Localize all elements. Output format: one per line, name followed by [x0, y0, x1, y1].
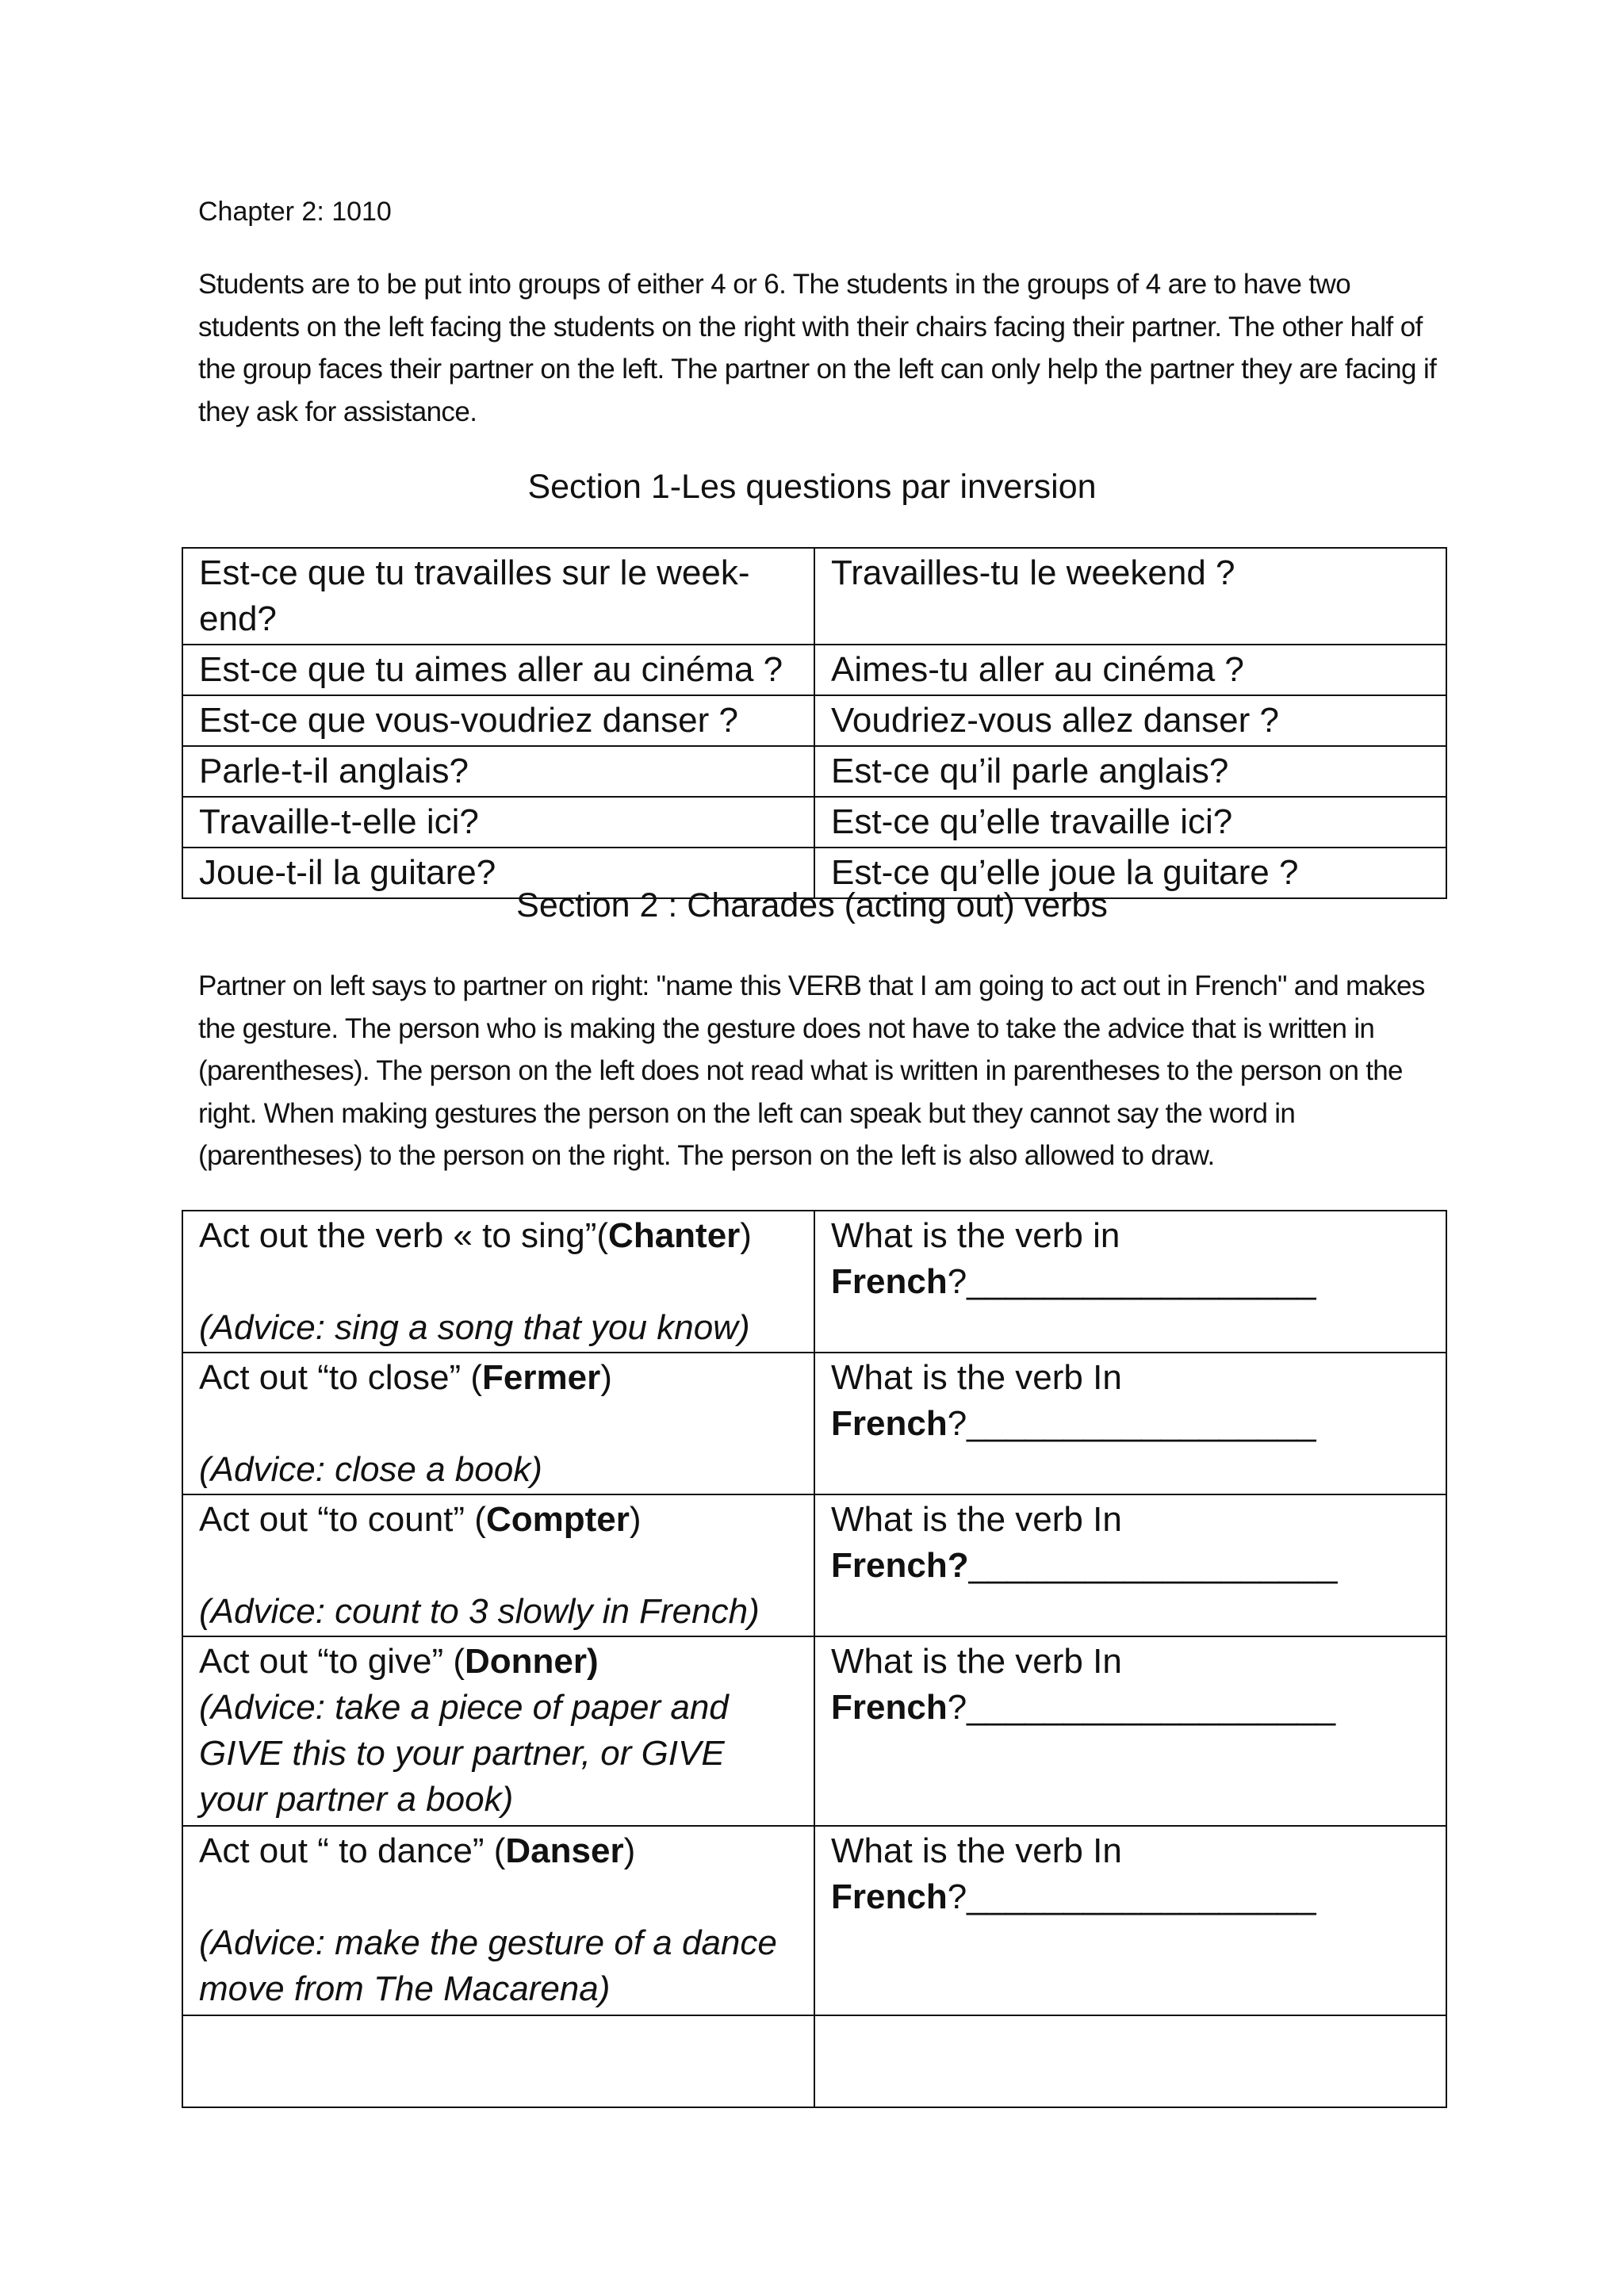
act-out-text: Act out “to give” (	[199, 1642, 465, 1681]
french-label: French?	[831, 1546, 969, 1585]
french-label: French	[831, 1262, 948, 1301]
table-row	[182, 1636, 1446, 1826]
act-out-cell	[182, 1636, 814, 1826]
charades-table	[182, 1210, 1447, 2108]
table-row	[182, 1494, 1446, 1636]
act-out-end: )	[740, 1216, 752, 1255]
inversion-cell: Voudriez-vous allez danser ?	[814, 695, 1446, 746]
question-cell: Travaille-t-elle ici?	[182, 797, 814, 848]
act-out-cell	[182, 1211, 814, 1353]
act-out-end: )	[600, 1358, 612, 1397]
advice-text: (Advice: close a book)	[199, 1450, 542, 1489]
question-cell: Parle-t-il anglais?	[182, 746, 814, 797]
verb-answer: Compter	[485, 1500, 630, 1539]
answer-cell	[814, 1636, 1446, 1826]
table-row	[182, 695, 1446, 746]
table-row	[182, 746, 1446, 797]
question-text: What is the verb In	[831, 1642, 1122, 1681]
question-text: What is the verb In	[831, 1500, 1122, 1539]
answer-cell	[814, 1353, 1446, 1494]
inversion-cell: Travailles-tu le weekend ?	[814, 548, 1446, 645]
act-out-cell	[182, 1494, 814, 1636]
question-text: What is the verb In	[831, 1831, 1122, 1870]
question-cell: Joue-t-il la guitare?	[182, 848, 814, 898]
intro-paragraph: Students are to be put into groups of either 4 or 6. The students in the groups of 4 are to have two students on the left facing the students on the right with their chairs facing their partner. The other half of the group faces their partner on the left. The partner on the left can only help the partner they are facing if they ask for assistance.	[198, 269, 1437, 427]
question-cell: Est-ce que tu travailles sur le week-end?	[182, 548, 814, 645]
french-label: French	[831, 1688, 948, 1727]
answer-blank[interactable]: ?__________________	[947, 1877, 1316, 1916]
table-row-empty	[182, 2015, 1446, 2107]
act-out-end: )	[629, 1500, 642, 1539]
advice-text: (Advice: take a piece of paper and GIVE this to your partner, or GIVE your partner a book)	[199, 1688, 729, 1819]
verb-answer: Danser	[505, 1831, 624, 1870]
french-label: French	[831, 1877, 948, 1916]
charades-instructions: Partner on left says to partner on right: "name this VERB that I am going to act out in French" and makes the gesture. The person who is making the gesture does not have to take the advice that is written in (parentheses). The person on the left does not read what is written in parentheses to the person on the right. When making gestures the person on the left can speak but they cannot say the word in (parentheses) to the person on the right. The person on the left is also allowed to draw.	[198, 970, 1425, 1171]
inversion-table	[182, 547, 1447, 899]
verb-answer: Fermer	[482, 1358, 601, 1397]
act-out-text: Act out the verb « to sing”(	[199, 1216, 609, 1255]
inversion-cell: Est-ce qu’elle joue la guitare ?	[814, 848, 1446, 898]
question-text: What is the verb In	[831, 1358, 1122, 1397]
inversion-cell: Est-ce qu’elle travaille ici?	[814, 797, 1446, 848]
advice-text: (Advice: sing a song that you know)	[199, 1308, 750, 1347]
section2-title: Section 2 : Charades (acting out) verbs	[516, 886, 1108, 924]
answer-blank[interactable]: ?__________________	[947, 1404, 1316, 1443]
act-out-cell	[182, 1826, 814, 2015]
answer-cell	[814, 1826, 1446, 2015]
page-heading: Chapter 2: 1010	[198, 197, 392, 227]
table-row	[182, 1353, 1446, 1494]
question-cell: Est-ce que vous-voudriez danser ?	[182, 695, 814, 746]
answer-blank[interactable]: ?___________________	[947, 1688, 1336, 1727]
table-row	[182, 548, 1446, 645]
table-row	[182, 1826, 1446, 2015]
table-row	[182, 645, 1446, 695]
verb-answer: Chanter	[608, 1216, 741, 1255]
advice-text: (Advice: count to 3 slowly in French)	[199, 1592, 760, 1631]
act-out-end: )	[623, 1831, 636, 1870]
advice-text: (Advice: make the gesture of a dance move from The Macarena)	[199, 1923, 777, 2008]
question-text: What is the verb in	[831, 1216, 1120, 1255]
french-label: French	[831, 1404, 948, 1443]
empty-cell[interactable]	[182, 2015, 814, 2107]
question-cell: Est-ce que tu aimes aller au cinéma ?	[182, 645, 814, 695]
inversion-cell: Est-ce qu’il parle anglais?	[814, 746, 1446, 797]
answer-cell	[814, 1211, 1446, 1353]
verb-answer: Donner)	[465, 1642, 599, 1681]
act-out-text: Act out “ to dance” (	[199, 1831, 506, 1870]
act-out-text: Act out “to close” (	[199, 1358, 483, 1397]
act-out-cell	[182, 1353, 814, 1494]
act-out-text: Act out “to count” (	[199, 1500, 486, 1539]
inversion-cell: Aimes-tu aller au cinéma ?	[814, 645, 1446, 695]
table-row	[182, 797, 1446, 848]
table-row	[182, 1211, 1446, 1353]
answer-cell	[814, 1494, 1446, 1636]
answer-blank[interactable]: ?__________________	[947, 1262, 1316, 1301]
section1-title: Section 1-Les questions par inversion	[527, 468, 1097, 506]
empty-cell[interactable]	[814, 2015, 1446, 2107]
answer-blank[interactable]: ___________________	[968, 1546, 1338, 1585]
